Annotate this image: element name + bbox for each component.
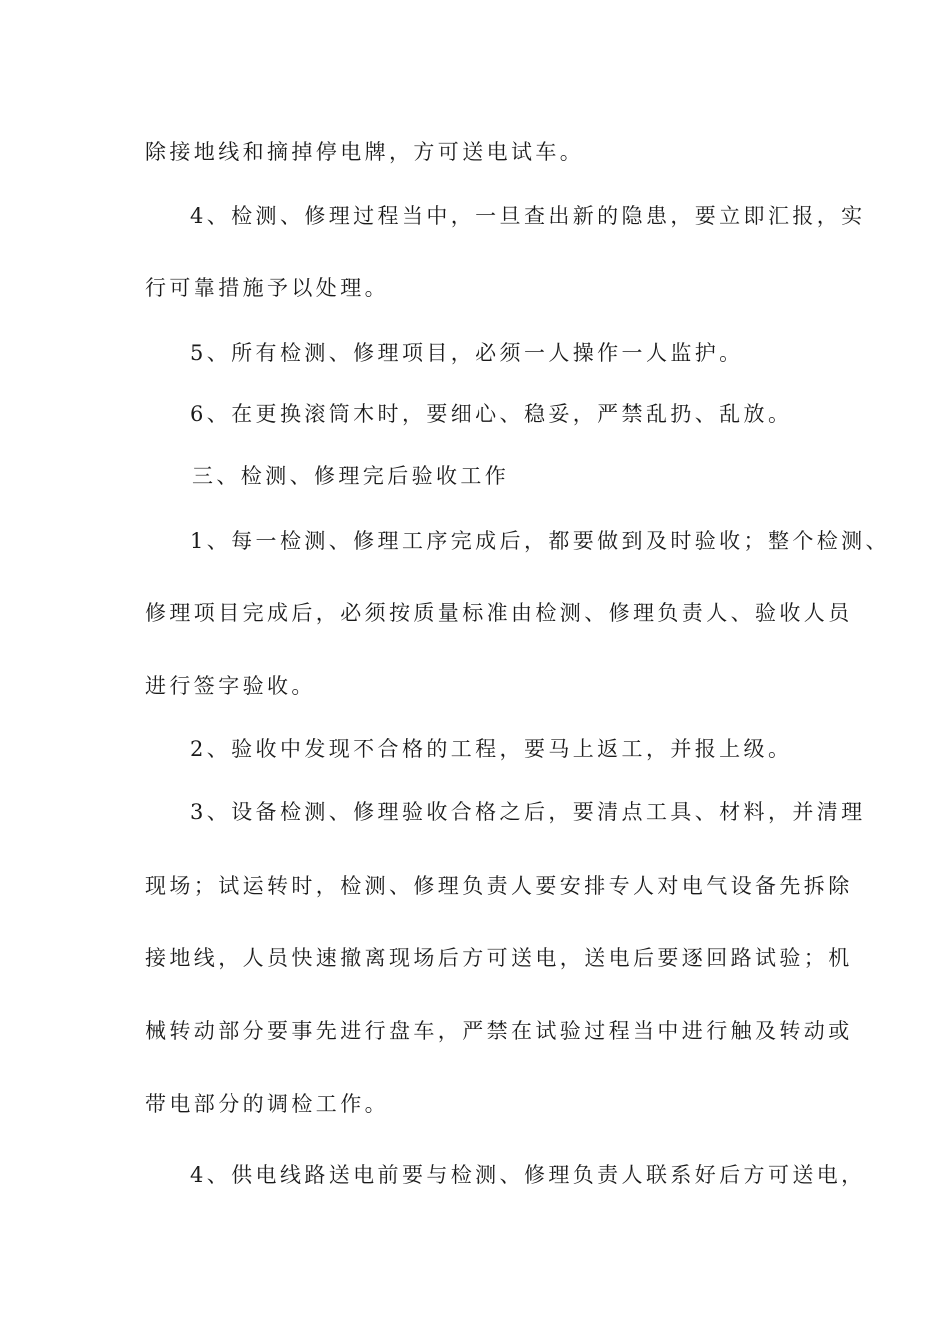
paragraph-line: 进行签字验收。	[145, 674, 316, 698]
paragraph-line: 5、所有检测、修理项目，必须一人操作一人监护。	[190, 341, 744, 365]
paragraph-line: 接地线，人员快速撤离现场后方可送电，送电后要逐回路试验；机	[145, 946, 853, 970]
paragraph-line: 械转动部分要事先进行盘车，严禁在试验过程当中进行触及转动或	[145, 1019, 853, 1043]
paragraph-line: 除接地线和摘掉停电牌，方可送电试车。	[145, 140, 585, 164]
paragraph-line: 2、验收中发现不合格的工程，要马上返工，并报上级。	[190, 737, 793, 761]
paragraph-line: 修理项目完成后，必须按质量标准由检测、修理负责人、验收人员	[145, 601, 853, 625]
paragraph-line: 4、检测、修理过程当中，一旦查出新的隐患，要立即汇报，实	[190, 204, 866, 228]
paragraph-line: 带电部分的调检工作。	[145, 1092, 389, 1116]
paragraph-line: 3、设备检测、修理验收合格之后，要清点工具、材料，并清理	[190, 800, 866, 824]
paragraph-line: 4、供电线路送电前要与检测、修理负责人联系好后方可送电，	[190, 1163, 866, 1187]
section-heading: 三、检测、修理完后验收工作	[192, 464, 510, 488]
paragraph-line: 现场；试运转时，检测、修理负责人要安排专人对电气设备先拆除	[145, 874, 853, 898]
paragraph-line: 6、在更换滚筒木时，要细心、稳妥，严禁乱扔、乱放。	[190, 402, 793, 426]
paragraph-line: 1、每一检测、修理工序完成后，都要做到及时验收；整个检测、	[190, 529, 890, 553]
paragraph-line: 行可靠措施予以处理。	[145, 276, 389, 300]
